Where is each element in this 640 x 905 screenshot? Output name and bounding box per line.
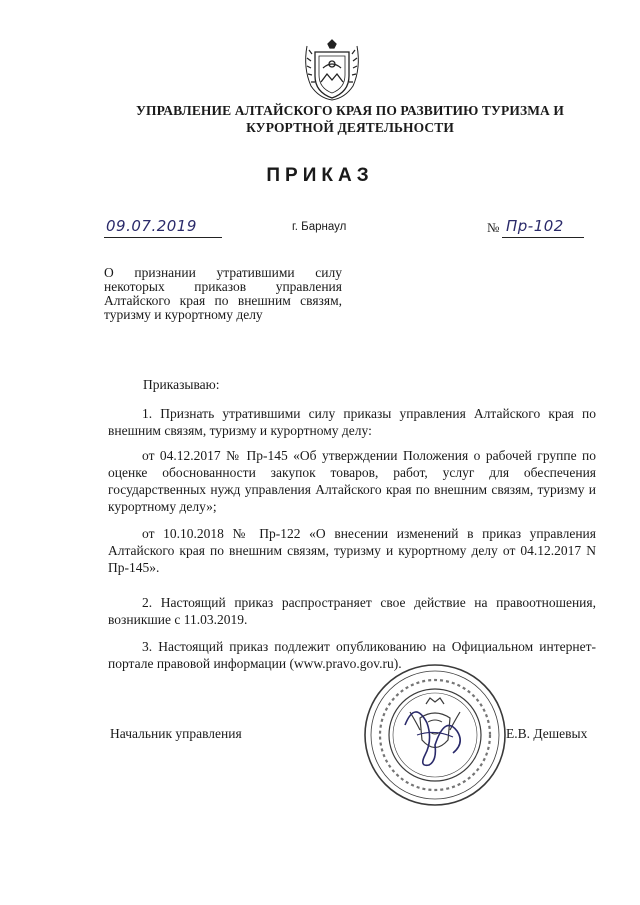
number-label: № xyxy=(487,220,500,235)
number-handwritten: Пр-102 xyxy=(506,217,564,235)
document-subject: О признании утратившими силу некоторых приказов управления Алтайского края по внешним связям, туризму и курортному делу xyxy=(104,265,342,322)
paragraph-item-1-text: 1. Признать утратившими силу приказы управления Алтайского края по внешним связям, туризму и курортному делу: xyxy=(108,406,596,438)
organization-line-1: УПРАВЛЕНИЕ АЛТАЙСКОГО КРАЯ ПО РАЗВИТИЮ ТУРИЗМА И xyxy=(136,103,564,118)
organization-header xyxy=(120,102,580,136)
document-title: ПРИКАЗ xyxy=(266,165,374,186)
coat-of-arms-emblem xyxy=(301,38,363,102)
intro-text: Приказываю: xyxy=(143,377,220,392)
paragraph-item-3-text: 3. Настоящий приказ подлежит опубликованию на Официальном интернет-портале правовой информации (www.pravo.gov.ru). xyxy=(108,639,596,671)
paragraph-item-1a xyxy=(108,447,596,515)
paragraph-item-3 xyxy=(108,638,596,672)
paragraph-item-1 xyxy=(108,405,596,439)
organization-line-2: КУРОРТНОЙ ДЕЯТЕЛЬНОСТИ xyxy=(246,120,454,135)
handwritten-signature xyxy=(395,695,475,775)
date-field xyxy=(104,215,222,238)
paragraph-item-1b-text: от 10.10.2018 № Пр-122 «О внесении изменений в приказ управления Алтайского края по внешним связям, туризму и курортному делу от 04.12.2017 N Пр-145». xyxy=(108,526,596,575)
number-field xyxy=(502,215,584,238)
paragraph-item-1a-text: от 04.12.2017 № Пр-145 «Об утверждении Положения о рабочей группе по оценке обоснованности закупок товаров, работ, услуг для обеспечения государственных нужд управления Алтайского края по внешним связям, туризму и курортному делу»; xyxy=(108,448,596,514)
city-label: г. Барнаул xyxy=(292,221,347,233)
paragraph-item-2 xyxy=(108,594,596,628)
paragraph-item-2-text: 2. Настоящий приказ распространяет свое действие на правоотношения, возникшие с 11.03.2019. xyxy=(108,595,596,627)
paragraph-item-1b xyxy=(108,525,596,576)
signer-name: Е.В. Дешевых xyxy=(506,726,588,741)
signer-position: Начальник управления xyxy=(110,726,242,741)
date-handwritten: 09.07.2019 xyxy=(106,217,197,235)
